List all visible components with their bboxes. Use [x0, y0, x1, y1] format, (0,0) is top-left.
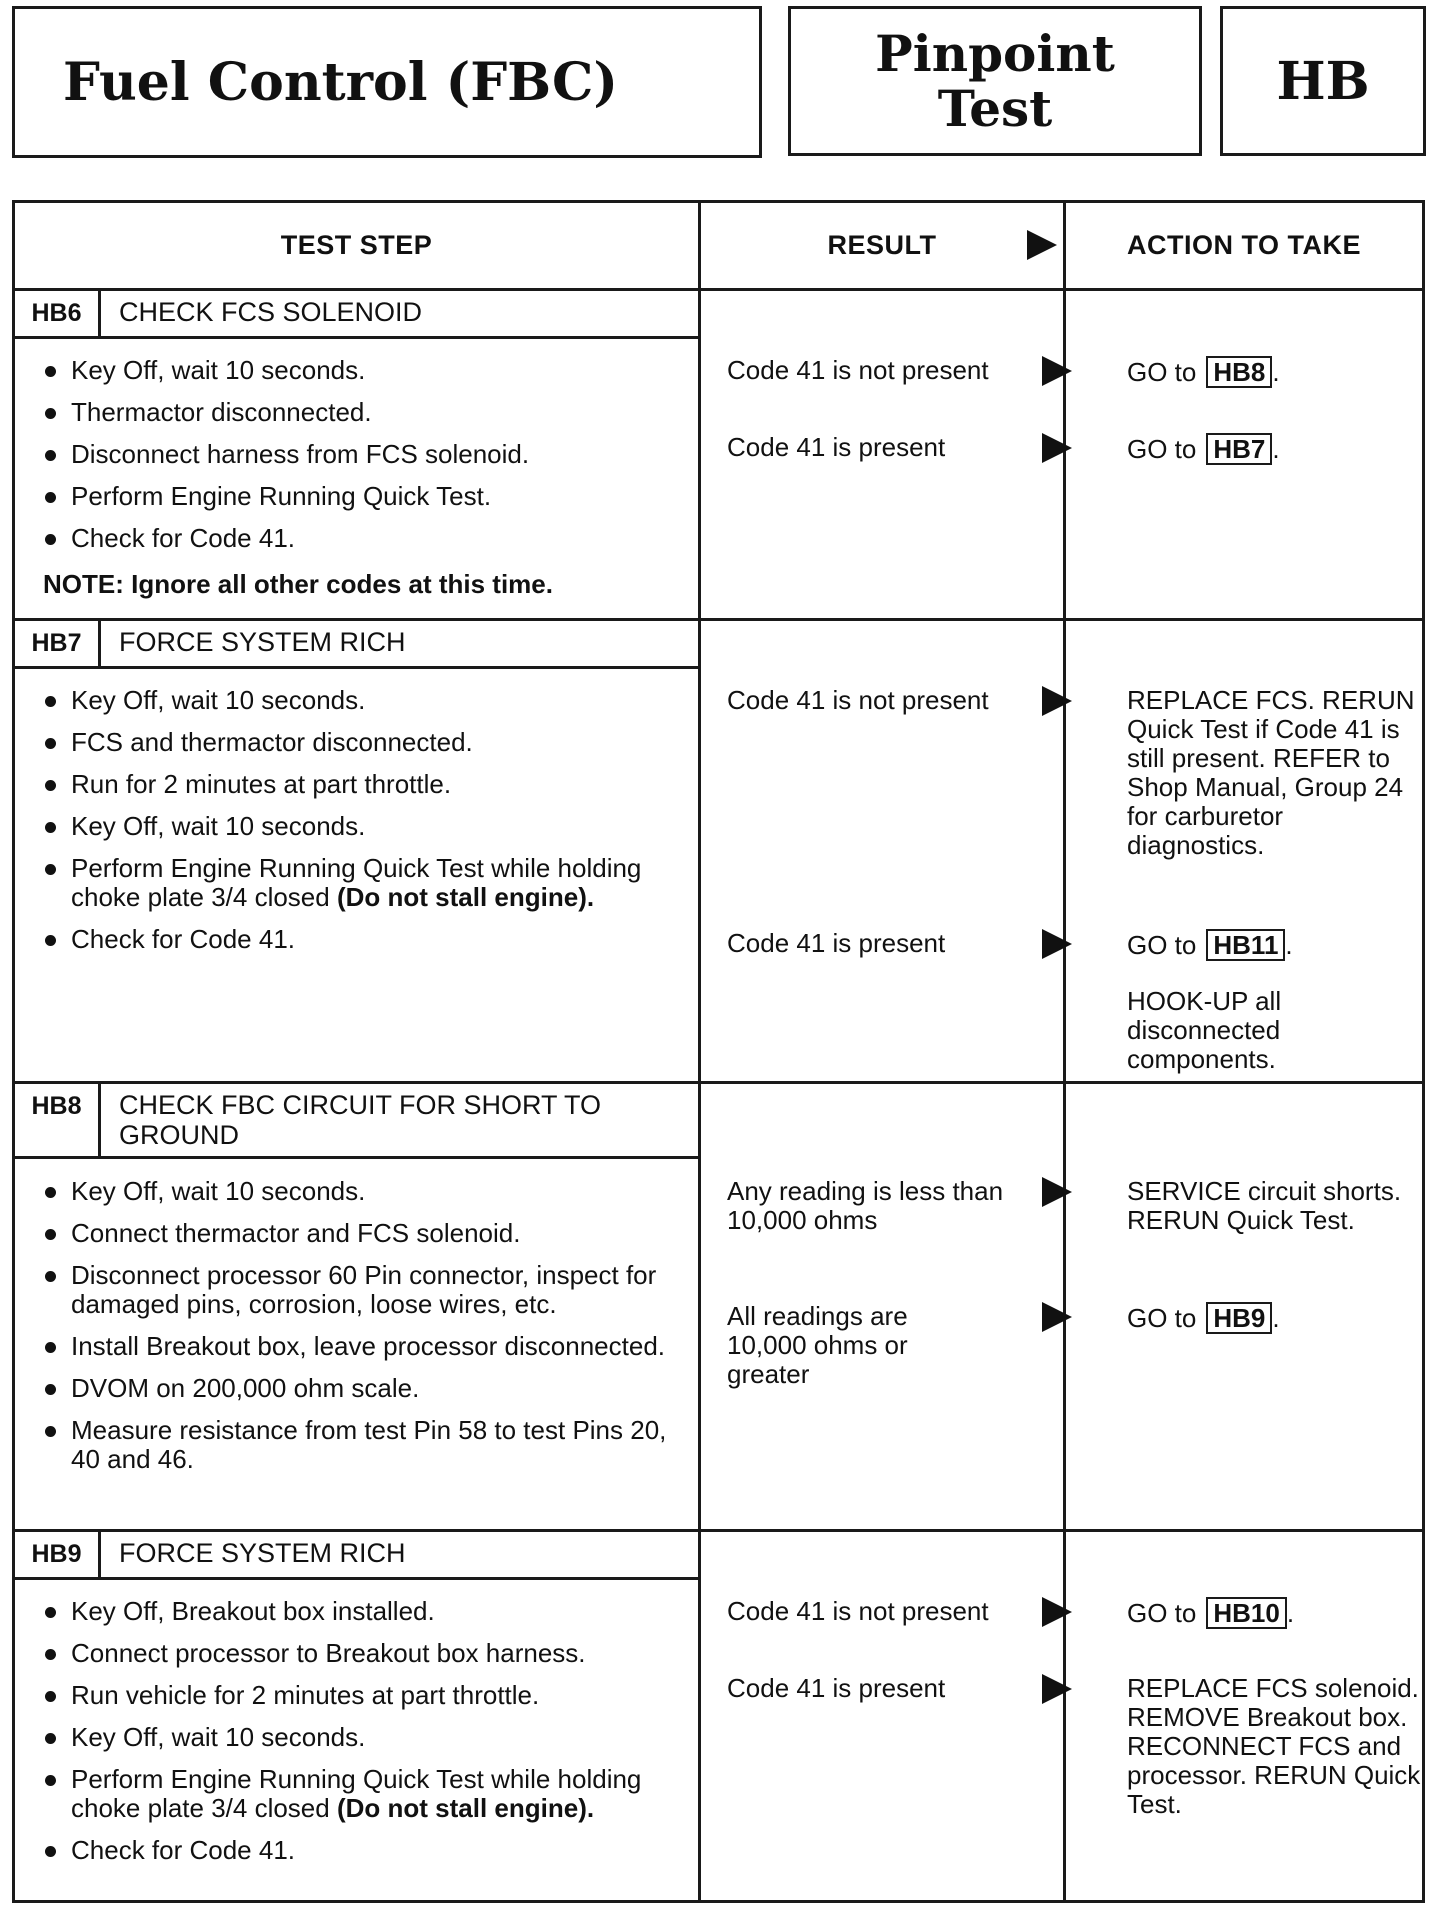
action-text: SERVICE circuit shorts. RERUN Quick Test.	[1127, 1176, 1402, 1235]
arrow-right-icon	[1027, 230, 1057, 260]
result-text: Code 41 is present	[727, 928, 946, 958]
list-item: Run vehicle for 2 minutes at part throttle.	[43, 1681, 693, 1710]
result-text: Code 41 is present	[727, 432, 946, 462]
list-item: Key Off, wait 10 seconds.	[43, 1177, 693, 1206]
result-row	[727, 433, 1072, 462]
step-title: FORCE SYSTEM RICH	[119, 627, 406, 657]
list-item	[43, 854, 693, 912]
goto-label: GO to	[1127, 929, 1197, 960]
action-text: HOOK-UP all disconnected components.	[1127, 986, 1282, 1074]
col-header-result	[701, 203, 1063, 288]
step-ref-link[interactable]: HB10	[1206, 1597, 1286, 1629]
test-code: HB	[1220, 6, 1426, 156]
col-header-action: ACTION TO TAKE	[1127, 230, 1361, 260]
pinpoint-line-2: Test	[937, 79, 1053, 138]
step-id: HB7	[15, 621, 101, 666]
step-ref-link[interactable]: HB8	[1206, 356, 1272, 388]
step-header	[15, 1084, 698, 1159]
step-hb6	[15, 291, 1422, 618]
list-item: Thermactor disconnected.	[43, 398, 693, 427]
goto-label: GO to	[1127, 356, 1197, 387]
step-title: CHECK FCS SOLENOID	[119, 297, 423, 327]
action-text: REPLACE FCS solenoid. REMOVE Breakout box. RECONNECT FCS and processor. RERUN Quick Test.	[1127, 1673, 1421, 1819]
step-text: Perform Engine Running Quick Test while holding choke plate 3/4 closed	[71, 1764, 642, 1823]
list-item: Key Off, Breakout box installed.	[43, 1597, 693, 1626]
action-goto: GO to HB7 .	[1127, 433, 1280, 464]
arrow-right-icon	[1042, 1177, 1072, 1207]
list-item: Perform Engine Running Quick Test.	[43, 482, 693, 511]
step-title: FORCE SYSTEM RICH	[119, 1538, 406, 1568]
list-item: Check for Code 41.	[43, 1836, 693, 1865]
list-item: Connect processor to Breakout box harness.	[43, 1639, 693, 1668]
step-id: HB6	[15, 291, 101, 336]
step-ref-link[interactable]: HB11	[1206, 929, 1285, 961]
step-warning: (Do not stall engine).	[336, 1793, 595, 1823]
step-header	[15, 621, 698, 669]
action-goto: GO to HB9 .	[1127, 1302, 1280, 1333]
list-item: Check for Code 41.	[43, 524, 693, 553]
col-header-result-label: RESULT	[827, 230, 937, 260]
pinpoint-test-label	[788, 6, 1202, 156]
list-item: Key Off, wait 10 seconds.	[43, 812, 693, 841]
arrow-right-icon	[1042, 1302, 1072, 1332]
step-warning: (Do not stall engine).	[336, 882, 595, 912]
result-row	[727, 1674, 1072, 1703]
step-ref-link[interactable]: HB9	[1206, 1302, 1272, 1334]
result-text: Code 41 is not present	[727, 355, 989, 385]
action-goto: GO to HB8 .	[1127, 356, 1280, 387]
list-item: FCS and thermactor disconnected.	[43, 728, 693, 757]
result-row	[727, 1597, 1072, 1626]
step-hb8	[15, 1084, 1422, 1529]
list-item: Check for Code 41.	[43, 925, 693, 954]
page-title: Fuel Control (FBC)	[12, 6, 762, 158]
step-hb7	[15, 621, 1422, 1081]
step-list	[43, 686, 693, 967]
list-item: Run for 2 minutes at part throttle.	[43, 770, 693, 799]
result-row	[727, 1302, 1072, 1389]
goto-label: GO to	[1127, 433, 1197, 464]
arrow-right-icon	[1042, 433, 1072, 463]
action-text: REPLACE FCS. RERUN Quick Test if Code 41 is still present. REFER to Shop Manual, Group 24 for carburetor diagnostics.	[1127, 685, 1415, 860]
goto-label: GO to	[1127, 1597, 1197, 1628]
list-item: Install Breakout box, leave processor disconnected.	[43, 1332, 693, 1361]
result-row	[727, 929, 1072, 958]
step-title: CHECK FBC CIRCUIT FOR SHORT TO GROUND	[119, 1090, 602, 1150]
result-text: Code 41 is not present	[727, 685, 989, 715]
action-goto: GO to HB10 .	[1127, 1597, 1295, 1628]
list-item: Connect thermactor and FCS solenoid.	[43, 1219, 693, 1248]
list-item: Disconnect harness from FCS solenoid.	[43, 440, 693, 469]
list-item: Measure resistance from test Pin 58 to test Pins 20, 40 and 46.	[43, 1416, 693, 1474]
step-note: NOTE: Ignore all other codes at this time.	[43, 569, 553, 599]
col-header-test-step: TEST STEP	[280, 230, 433, 260]
step-header	[15, 291, 698, 339]
step-list	[43, 1597, 693, 1878]
step-list	[43, 1177, 693, 1487]
arrow-right-icon	[1042, 929, 1072, 959]
step-ref-link[interactable]: HB7	[1206, 433, 1272, 465]
result-row	[727, 356, 1072, 385]
arrow-right-icon	[1042, 1674, 1072, 1704]
arrow-right-icon	[1042, 356, 1072, 386]
result-text: Any reading is less than 10,000 ohms	[727, 1176, 1004, 1235]
pinpoint-line-1: Pinpoint	[875, 24, 1115, 83]
list-item: DVOM on 200,000 ohm scale.	[43, 1374, 693, 1403]
result-row	[727, 1177, 1072, 1235]
list-item: Key Off, wait 10 seconds.	[43, 686, 693, 715]
arrow-right-icon	[1042, 1597, 1072, 1627]
list-item: Disconnect processor 60 Pin connector, inspect for damaged pins, corrosion, loose wires, etc.	[43, 1261, 693, 1319]
result-text: Code 41 is present	[727, 1673, 946, 1703]
result-row	[727, 686, 1072, 715]
arrow-right-icon	[1042, 686, 1072, 716]
result-text: Code 41 is not present	[727, 1596, 989, 1626]
step-text: Perform Engine Running Quick Test while holding choke plate 3/4 closed	[71, 853, 642, 912]
action-goto: GO to HB11 .	[1127, 929, 1293, 960]
step-id: HB9	[15, 1532, 101, 1577]
step-header	[15, 1532, 698, 1580]
step-hb9	[15, 1532, 1422, 1900]
list-item: Key Off, wait 10 seconds.	[43, 1723, 693, 1752]
list-item	[43, 1765, 693, 1823]
pinpoint-test-table	[12, 200, 1425, 1903]
step-id: HB8	[15, 1084, 101, 1156]
result-text: All readings are 10,000 ohms or greater	[727, 1301, 908, 1389]
goto-label: GO to	[1127, 1302, 1197, 1333]
step-list	[43, 356, 693, 566]
list-item: Key Off, wait 10 seconds.	[43, 356, 693, 385]
